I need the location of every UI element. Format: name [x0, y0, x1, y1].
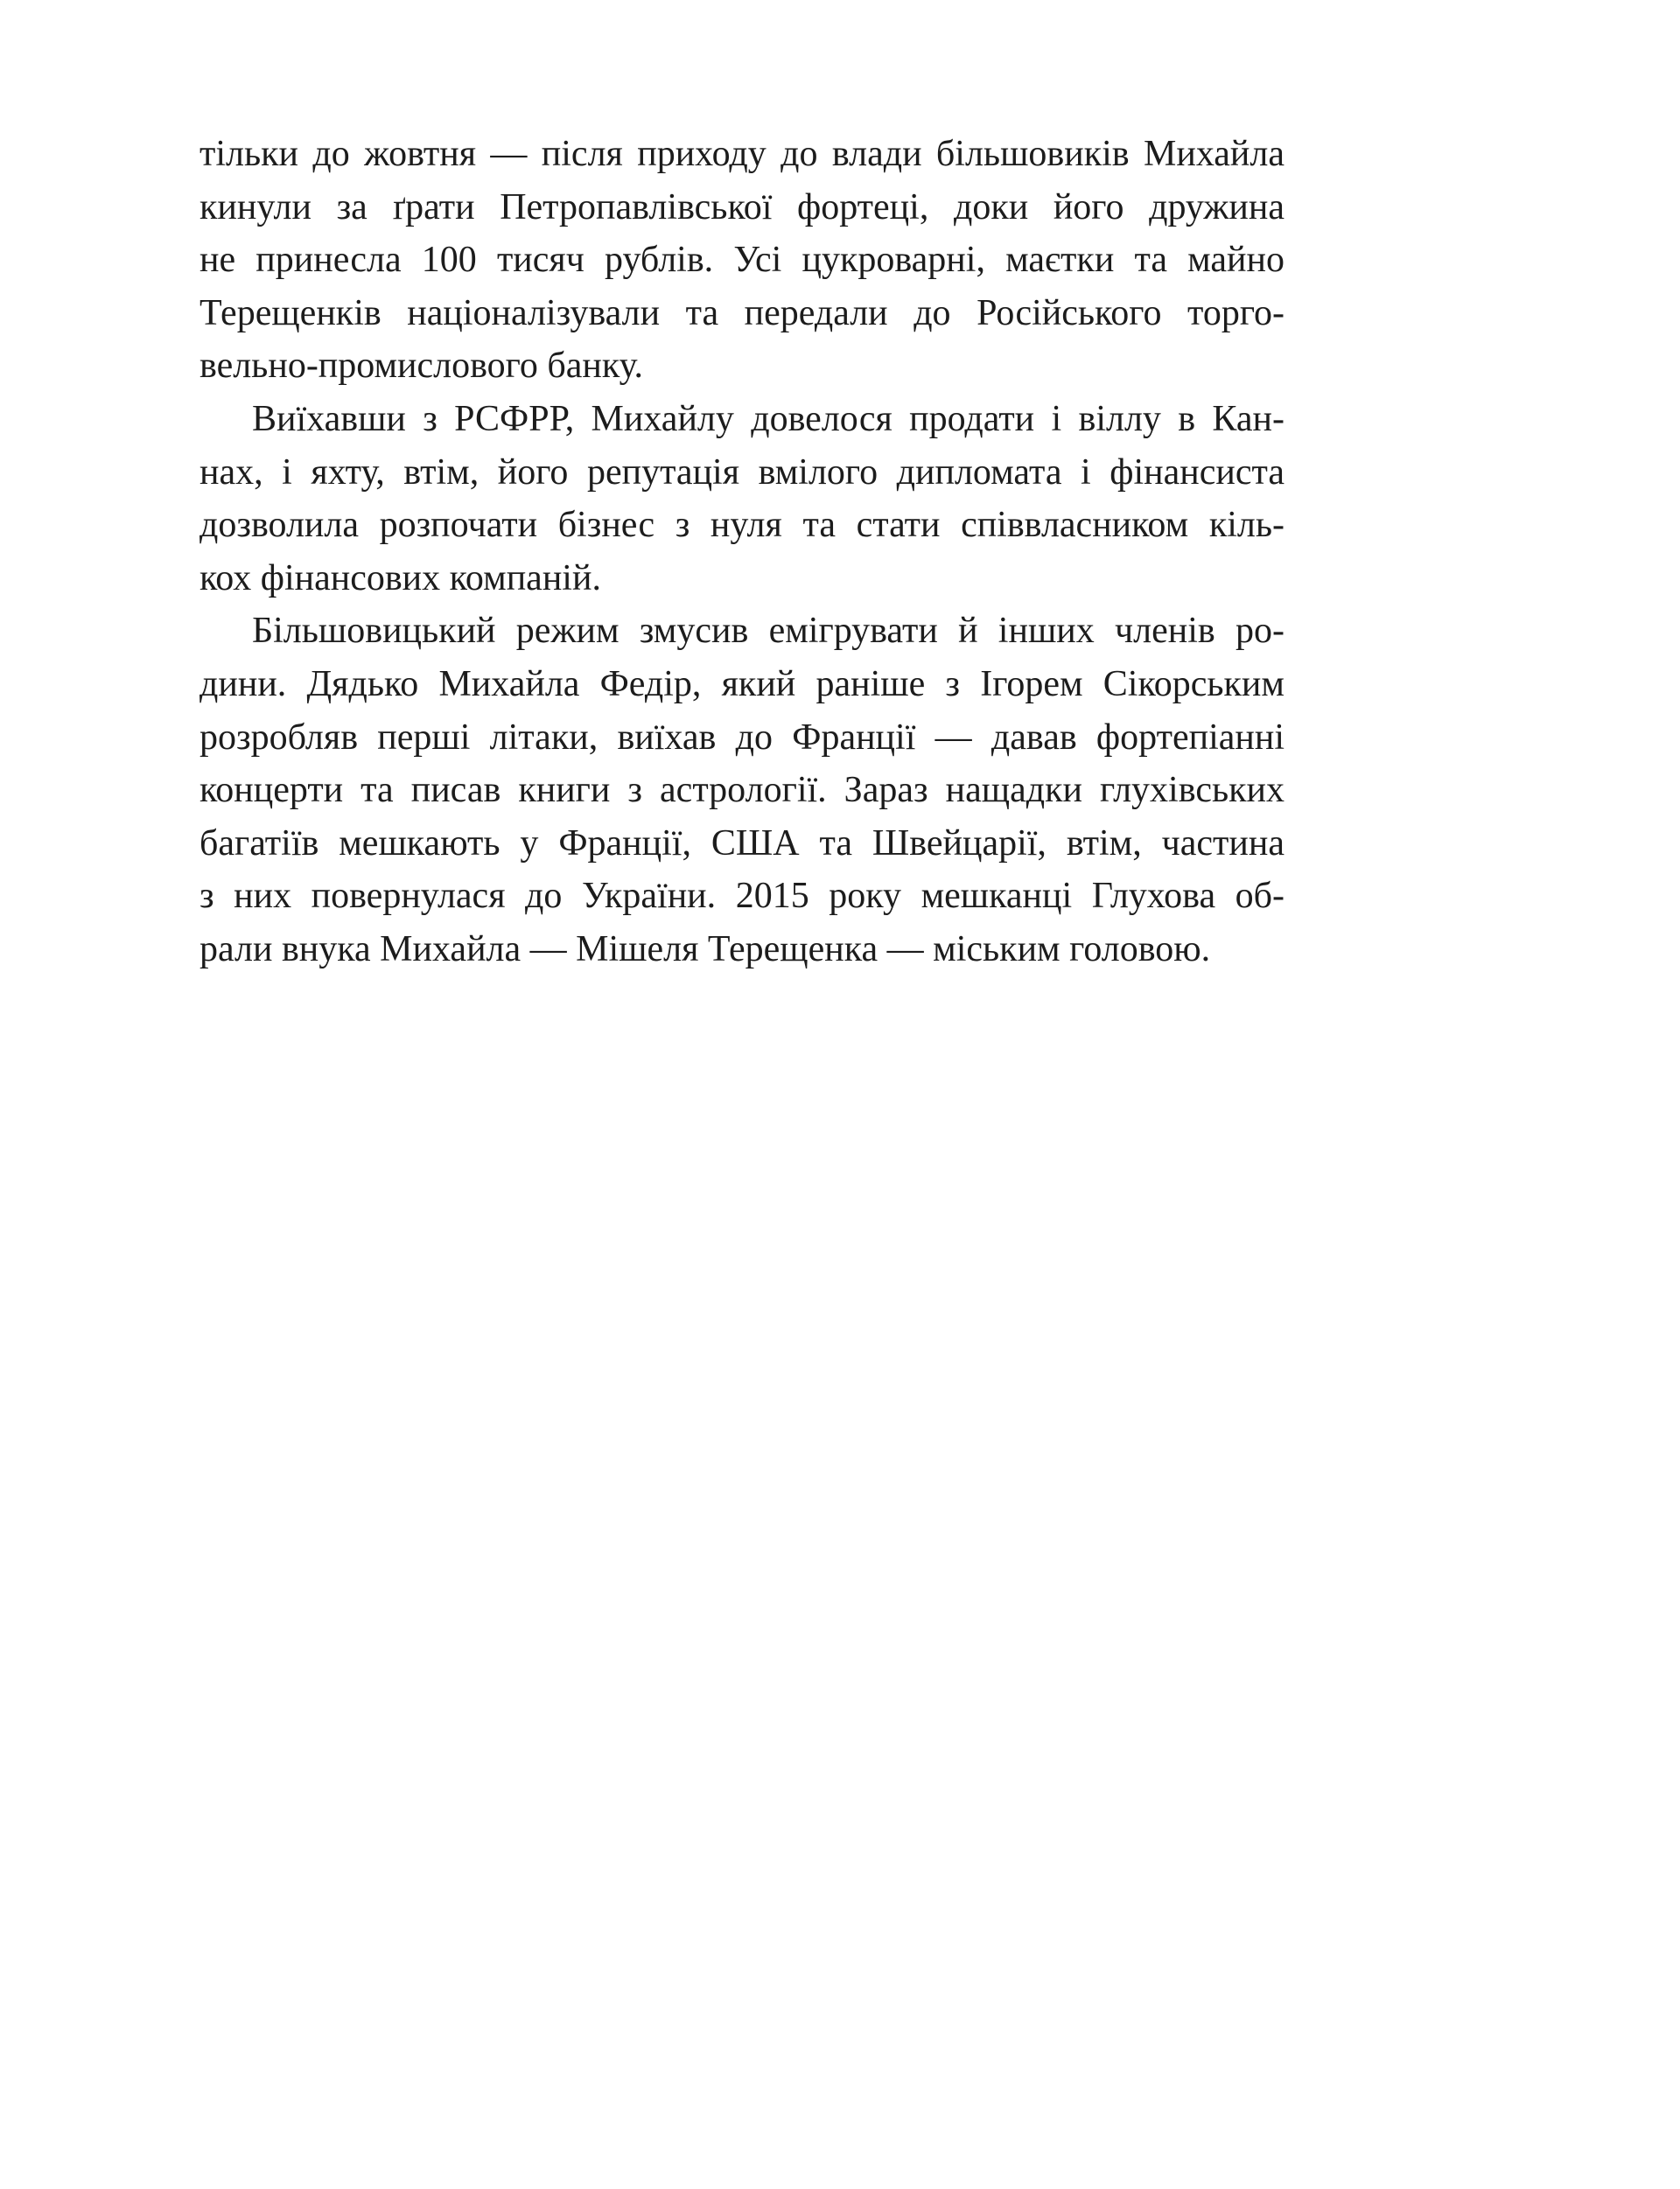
text-line: Більшовицький режим змусив емігрувати й інших членів ро- — [252, 611, 1284, 652]
text-line: кох фінансових компаній. — [200, 557, 601, 598]
text-line: тільки до жовтня — після приходу до влади більшовиків Михайла — [200, 134, 1284, 174]
text-line: кинули за ґрати Петропавлівської фортеці, доки його дружина — [200, 186, 1284, 227]
paragraph-1 — [200, 128, 1284, 393]
text-line: з них повернулася до України. 2015 року мешканці Глухова об- — [200, 876, 1284, 917]
text-line: концерти та писав книги з астрології. Зараз нащадки глухівських — [200, 770, 1284, 811]
text-line: вельно-промислового банку. — [200, 346, 643, 387]
text-line: дини. Дядько Михайла Федір, який раніше з Ігорем Сікорським — [200, 663, 1284, 704]
text-line: Терещенків націоналізували та передали до Російського торго- — [200, 292, 1284, 333]
text-line: Виїхавши з РСФРР, Михайлу довелося продати і віллу в Кан- — [252, 398, 1284, 439]
text-line: рали внука Михайла — Мішеля Терещенка — міським головою. — [200, 928, 1211, 969]
body-text — [200, 128, 1284, 976]
text-line: дозволила розпочати бізнес з нуля та стати співвласником кіль- — [200, 505, 1284, 546]
paragraph-3 — [200, 605, 1284, 976]
paragraph-2 — [200, 393, 1284, 605]
text-line: не принесла 100 тисяч рублів. Усі цукроварні, маєтки та майно — [200, 240, 1284, 281]
text-line: багатіїв мешкають у Франції, США та Швейцарії, втім, частина — [200, 822, 1284, 864]
text-line: нах, і яхту, втім, його репутація вмілого дипломата і фінансиста — [200, 451, 1284, 493]
text-line: розробляв перші літаки, виїхав до Франції — давав фортепіанні — [200, 717, 1284, 758]
